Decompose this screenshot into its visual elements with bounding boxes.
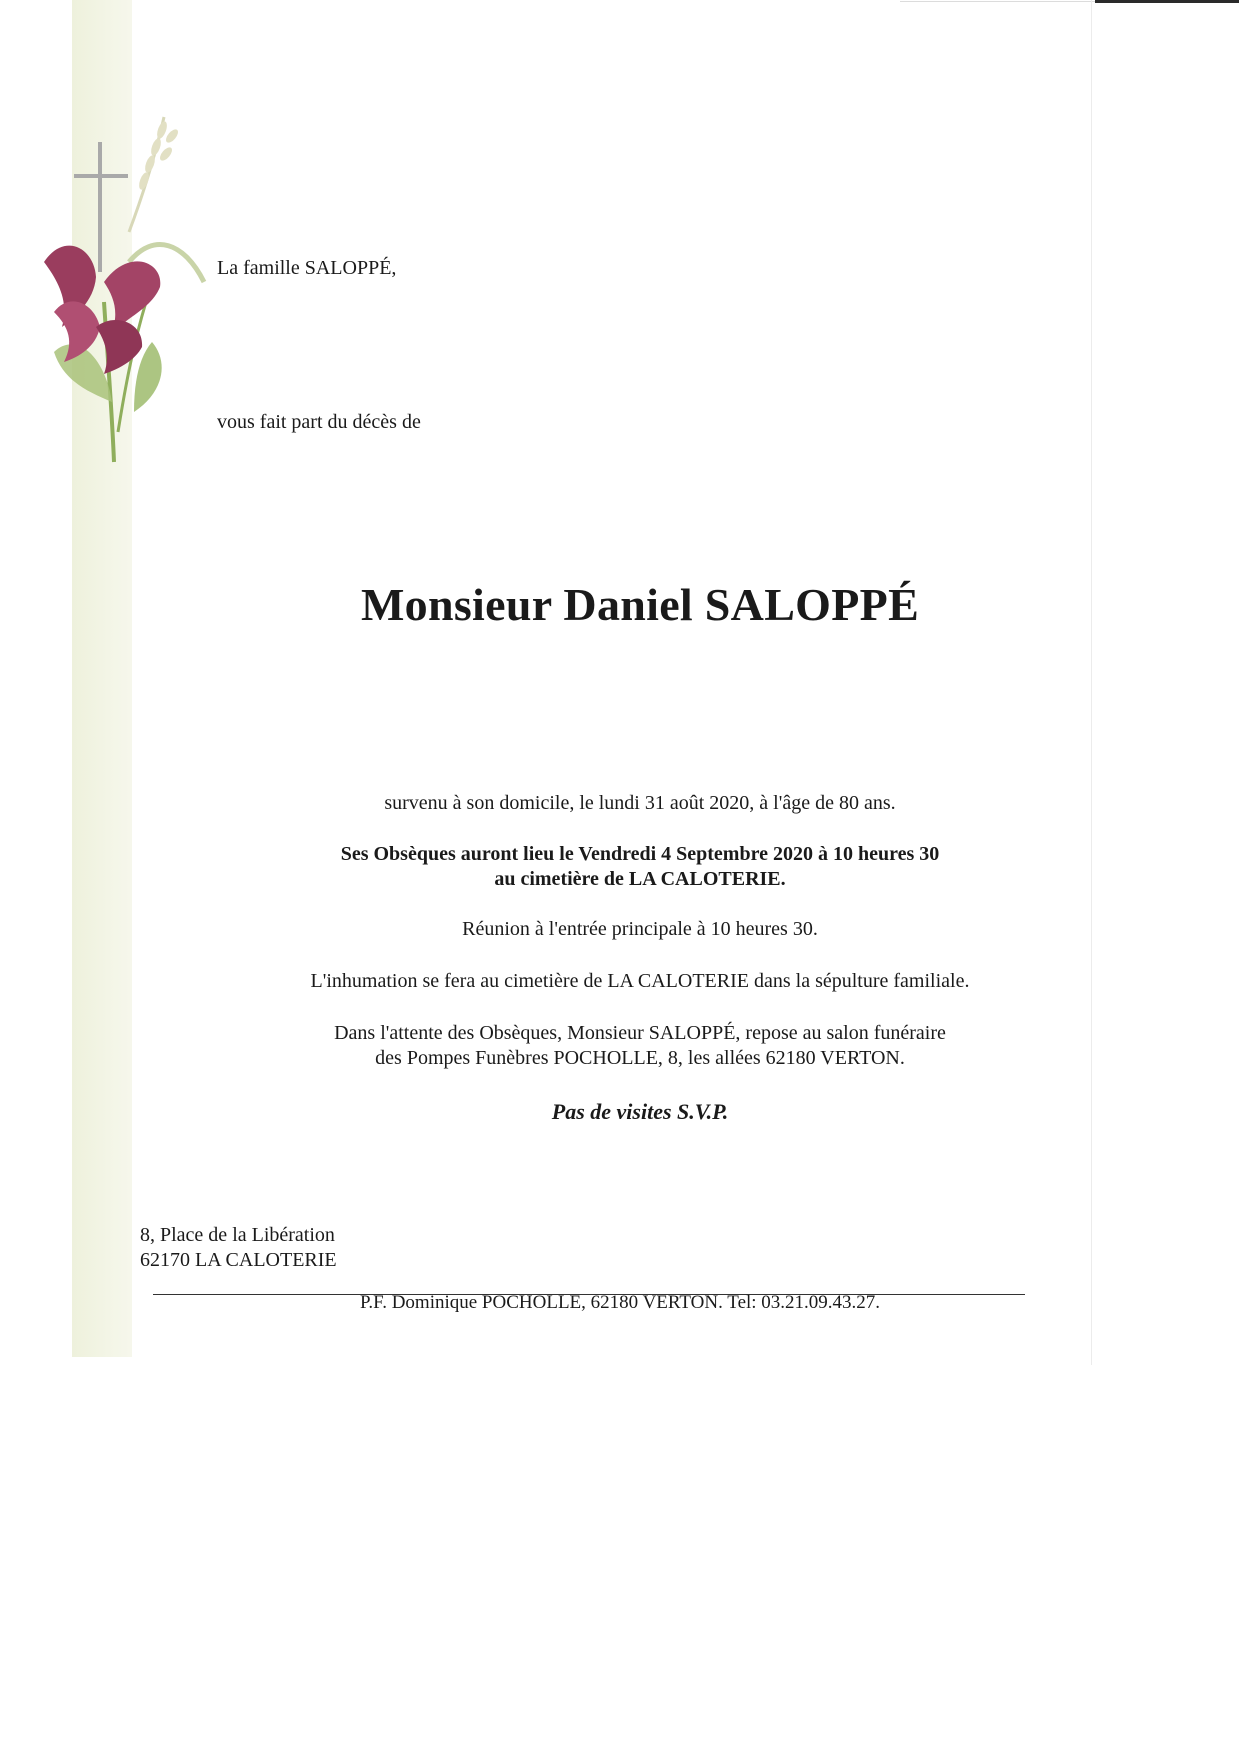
family-line: La famille SALOPPÉ,: [217, 257, 397, 279]
scan-edge-faint: [900, 1, 1095, 2]
death-line: survenu à son domicile, le lundi 31 août 2020, à l'âge de 80 ans.: [384, 792, 896, 814]
meeting-line: Réunion à l'entrée principale à 10 heures 30.: [462, 918, 818, 940]
deceased-name: Monsieur Daniel SALOPPÉ: [360, 579, 920, 630]
funeral-home-footer: P.F. Dominique POCHOLLE, 62180 VERTON. Tel: 03.21.09.43.27.: [359, 1292, 881, 1313]
scan-edge-mark: [1095, 0, 1239, 3]
rest-line-1: Dans l'attente des Obsèques, Monsieur SALOPPÉ, repose au salon funéraire: [334, 1022, 946, 1044]
address-line-1: 8, Place de la Libération: [140, 1224, 335, 1246]
announce-line: vous fait part du décès de: [217, 411, 421, 433]
no-visits-line: Pas de visites S.V.P.: [551, 1099, 729, 1124]
cross-and-lilies-icon: [34, 112, 214, 472]
burial-line: L'inhumation se fera au cimetière de LA CALOTERIE dans la sépulture familiale.: [310, 970, 970, 992]
address-line-2: 62170 LA CALOTERIE: [140, 1249, 337, 1271]
rest-line-2: des Pompes Funèbres POCHOLLE, 8, les allées 62180 VERTON.: [375, 1047, 905, 1069]
funeral-line-1: Ses Obsèques auront lieu le Vendredi 4 Septembre 2020 à 10 heures 30: [340, 843, 940, 865]
funeral-line-2: au cimetière de LA CALOTERIE.: [494, 868, 786, 890]
scan-right-edge: [1091, 0, 1092, 1365]
